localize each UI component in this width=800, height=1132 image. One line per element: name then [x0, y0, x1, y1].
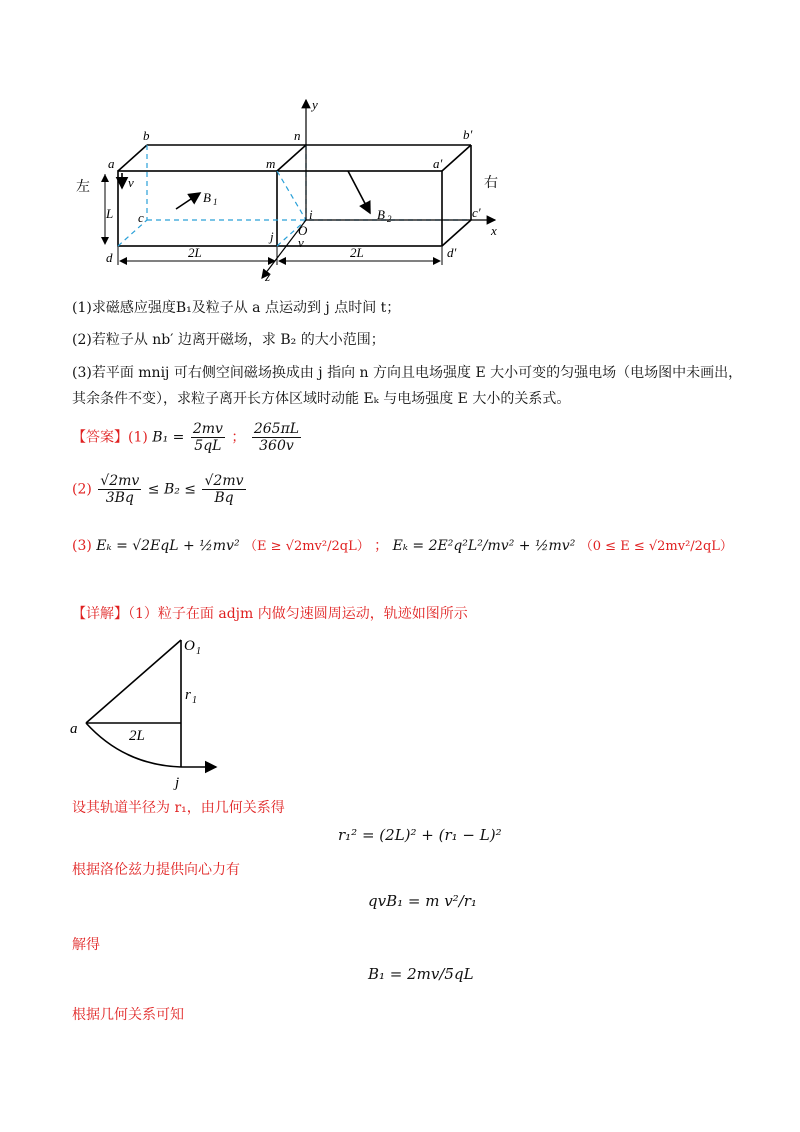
equation-3: B₁ = 2mv/5qL [368, 965, 474, 983]
detail-step-3: 解得 [72, 937, 100, 953]
label-a: a [108, 156, 115, 171]
detail-step-2: 根据洛伦兹力提供向心力有 [72, 862, 240, 878]
label-left: 左 [76, 180, 90, 195]
detail-intro [72, 603, 468, 623]
answer-line-2 [72, 473, 248, 506]
label-b-prime: b′ [463, 127, 473, 142]
answer-3-separator: ； [374, 538, 389, 554]
answer-3-cond2: （0 ≤ E ≤ √2mv²/2qL） [579, 539, 733, 554]
label-b: b [143, 128, 150, 143]
label-v: v [128, 175, 134, 190]
label-n: n [294, 128, 301, 143]
answer-1-fraction: $\frac{2mv}{5qL}$ [192, 421, 223, 454]
question-3-line2: 其余条件不变），求粒子离开长方体区域时动能 Eₖ 与电场强度 E 大小的关系式。 [72, 391, 571, 407]
answer-line-3 [72, 535, 733, 555]
question-3-line1: (3)若平面 mnij 可右侧空间磁场换成由 j 指向 n 方向且电场强度 E 大小可变的匀强电场（电场图中未画出， [72, 365, 743, 381]
label-2L: 2L [129, 728, 145, 744]
label-B1: B [203, 190, 211, 205]
answer-tag: 【答案】 [72, 429, 128, 446]
figure-cuboid [70, 95, 510, 295]
question-1: (1)求磁感应强度B₁及粒子从 a 点运动到 j 点时间 t； [72, 300, 401, 316]
answer-3-expr1: Eₖ = √2EqL + ½mv² [96, 538, 240, 554]
label-seg-right: 2L [350, 245, 364, 260]
answer-2-left-fraction: $\frac{√2mv}{3Bq}$ [100, 473, 140, 506]
label-x-axis: x [491, 223, 497, 238]
answer-3-cond1: （E ≥ √2mv²/2qL） [244, 539, 370, 554]
label-a-prime: a′ [433, 156, 443, 171]
detail-step-1: 设其轨道半径为 r₁，由几何关系得 [72, 800, 285, 816]
label-O1-sub: 1 [196, 646, 201, 657]
label-m: m [266, 156, 276, 171]
answer-2-prefix: (2) [72, 481, 92, 498]
figure-trajectory [64, 625, 234, 795]
answer-1-prefix: (1) [128, 429, 148, 446]
label-v-bottom: v [298, 235, 304, 250]
answer-1-separator: ； [231, 429, 246, 446]
label-y-axis: y [312, 97, 318, 112]
equation-2: qvB₁ = m v²/r₁ [368, 892, 477, 910]
answer-2-right-fraction: $\frac{√2mv}{Bq}$ [204, 473, 244, 506]
detail-intro-text: （1）粒子在面 adjm 内做匀速圆周运动，轨迹如图所示 [128, 606, 468, 622]
label-d-prime: d′ [447, 245, 457, 260]
label-L: L [106, 206, 114, 221]
label-origin: O [298, 223, 308, 238]
label-B1-sub: 1 [213, 197, 218, 207]
answer-1-lhs: B₁ = [152, 429, 185, 446]
label-B2: B [377, 207, 385, 222]
label-j: j [270, 229, 274, 244]
label-O1: O [184, 638, 195, 654]
label-B2-sub: 2 [387, 214, 392, 224]
label-i: i [309, 207, 313, 222]
detail-step-4: 根据几何关系可知 [72, 1007, 184, 1023]
label-r1-sub: 1 [192, 695, 197, 706]
answer-3-prefix: (3) [72, 538, 92, 554]
label-right: 右 [484, 176, 498, 191]
answer-1-time-fraction: $\frac{265\pi L}{360v}$ [253, 421, 300, 454]
label-c-prime: c′ [472, 205, 481, 220]
label-z-axis: z [265, 269, 271, 284]
answer-2-middle: ≤ B₂ ≤ [147, 481, 197, 498]
label-d: d [106, 250, 113, 265]
label-c: c [138, 210, 144, 225]
equation-1: r₁² = (2L)² + (r₁ − L)² [338, 826, 502, 844]
label-seg-left: 2L [188, 245, 202, 260]
answer-line-1 [72, 421, 303, 454]
question-2: (2)若粒子从 nb′ 边离开磁场，求 B₂ 的大小范围； [72, 332, 385, 348]
answer-3-expr2: Eₖ = 2E²q²L²/mv² + ½mv² [392, 538, 576, 554]
label-j-point: j [175, 775, 180, 791]
label-r1: r [185, 687, 191, 703]
detail-tag: 【详解】 [72, 606, 128, 622]
label-a-point: a [70, 721, 78, 737]
